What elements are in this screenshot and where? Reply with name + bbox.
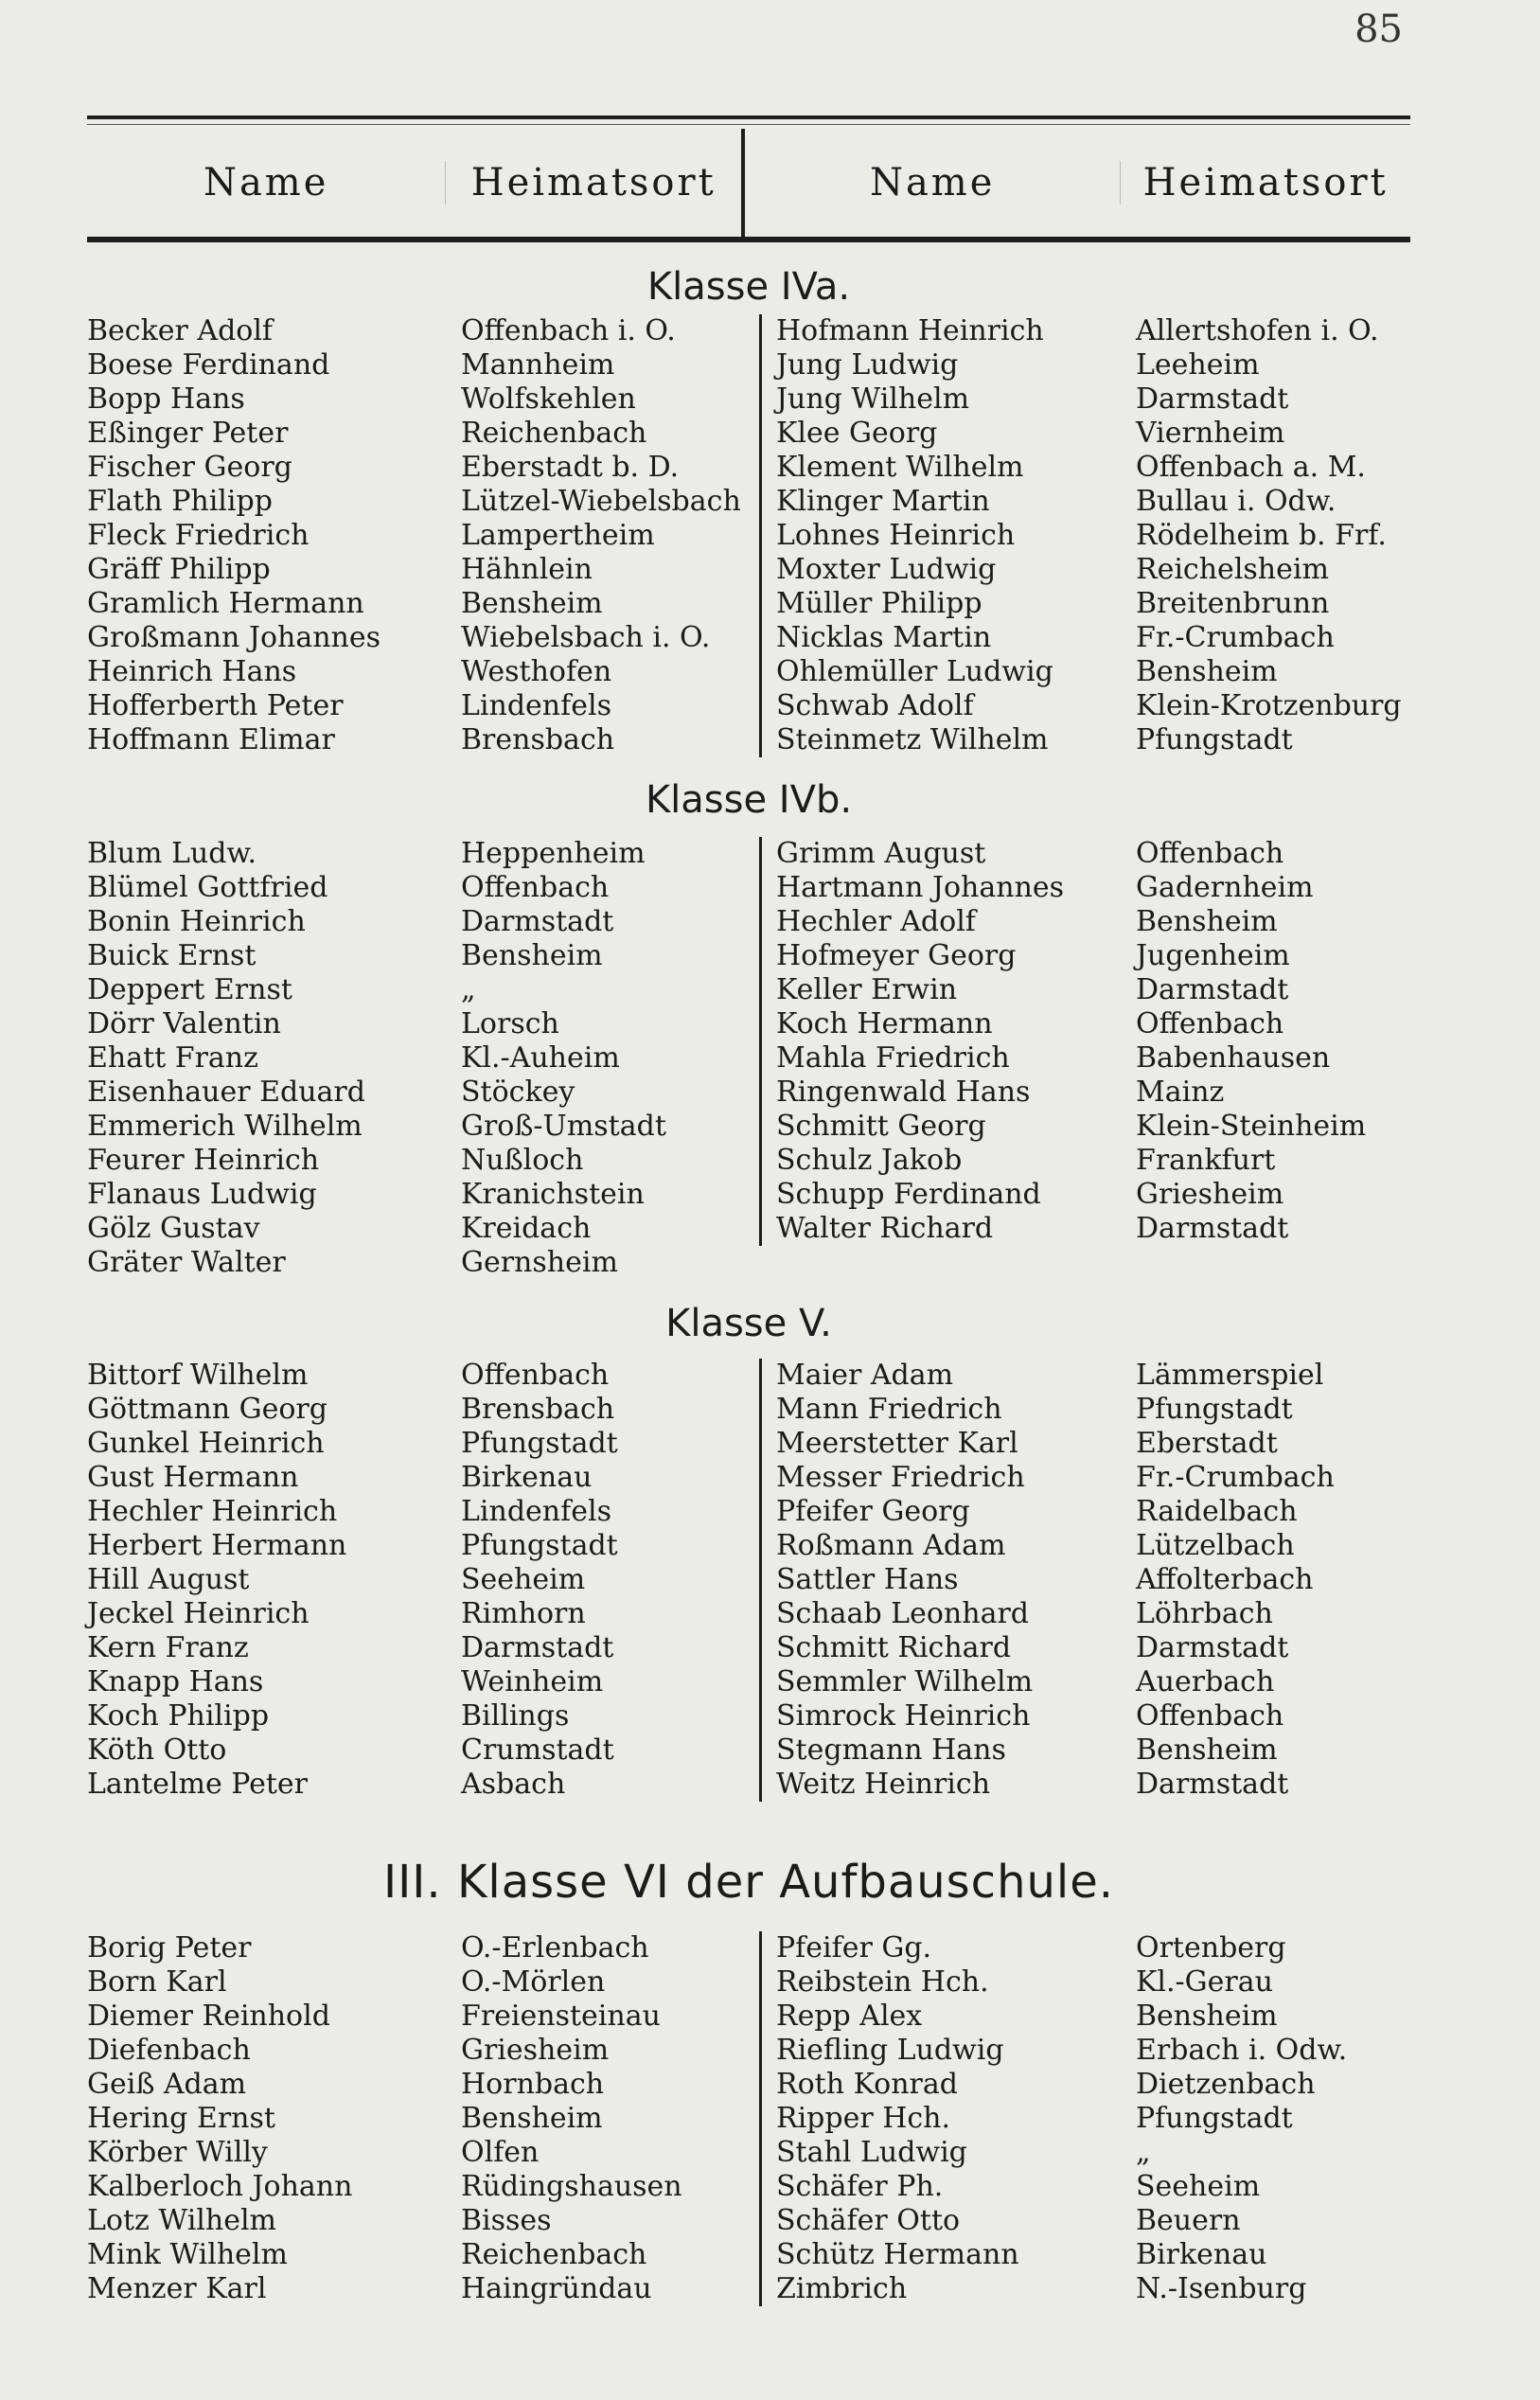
hometown: Jugenheim bbox=[1136, 939, 1290, 972]
hometown: Weinheim bbox=[461, 1665, 604, 1698]
hometown: Pfungstadt bbox=[1136, 2102, 1293, 2135]
student-name: Hill August bbox=[87, 1563, 250, 1596]
student-name: Klinger Martin bbox=[776, 485, 990, 518]
place-column-left bbox=[461, 314, 745, 757]
student-name: Moxter Ludwig bbox=[776, 553, 997, 586]
student-name: Maier Adam bbox=[776, 1359, 954, 1392]
student-name: Blümel Gottfried bbox=[87, 871, 328, 904]
student-name: Koch Philipp bbox=[87, 1699, 270, 1733]
student-name: Mann Friedrich bbox=[776, 1393, 1002, 1426]
column-header-row bbox=[87, 129, 1410, 237]
place-column-right bbox=[1136, 837, 1410, 1246]
student-name: Schäfer Otto bbox=[776, 2204, 961, 2237]
hometown: Lützel-Wiebelsbach bbox=[461, 485, 741, 518]
student-name: Schäfer Ph. bbox=[776, 2170, 944, 2203]
student-name: Herbert Hermann bbox=[87, 1529, 347, 1562]
place-column-right bbox=[1136, 1359, 1410, 1802]
student-name: Simrock Heinrich bbox=[776, 1699, 1031, 1733]
hometown: Bullau i. Odw. bbox=[1136, 485, 1336, 518]
hometown: Fr.-Crumbach bbox=[1136, 621, 1335, 654]
hometown: Erbach i. Odw. bbox=[1136, 2034, 1348, 2067]
name-column-right bbox=[759, 1359, 1136, 1802]
student-name: Keller Erwin bbox=[776, 973, 958, 1006]
hometown: Lindenfels bbox=[461, 689, 611, 722]
student-name: Zimbrich bbox=[776, 2272, 908, 2305]
student-name: Ripper Hch. bbox=[776, 2102, 951, 2135]
hometown: Auerbach bbox=[1136, 1665, 1275, 1698]
student-name: Blum Ludw. bbox=[87, 837, 257, 870]
hometown: Bisses bbox=[461, 2204, 552, 2237]
hometown: O.-Erlenbach bbox=[461, 1931, 649, 1964]
hometown: Offenbach i. O. bbox=[461, 314, 676, 347]
hometown: Birkenau bbox=[1136, 2238, 1267, 2271]
student-name: Schmitt Georg bbox=[776, 1110, 986, 1143]
student-name: Klement Wilhelm bbox=[776, 451, 1024, 484]
student-name: Semmler Wilhelm bbox=[776, 1665, 1034, 1698]
student-name: Messer Friedrich bbox=[776, 1461, 1025, 1494]
student-name: Kern Franz bbox=[87, 1631, 249, 1664]
student-name: Schupp Ferdinand bbox=[776, 1178, 1041, 1211]
student-name: Bopp Hans bbox=[87, 382, 245, 416]
student-name: Köth Otto bbox=[87, 1733, 227, 1767]
hometown: Dietzenbach bbox=[1136, 2068, 1316, 2101]
student-name: Gräff Philipp bbox=[87, 553, 271, 586]
hometown: Bensheim bbox=[461, 587, 603, 620]
student-name: Riefling Ludwig bbox=[776, 2034, 1004, 2067]
hometown: Griesheim bbox=[1136, 1178, 1284, 1211]
student-name: Jung Ludwig bbox=[776, 348, 959, 382]
hometown: Birkenau bbox=[461, 1461, 593, 1494]
hometown: Lützelbach bbox=[1136, 1529, 1295, 1562]
student-name: Jung Wilhelm bbox=[776, 382, 970, 416]
student-name: Weitz Heinrich bbox=[776, 1768, 991, 1801]
student-name: Gramlich Hermann bbox=[87, 587, 364, 620]
hometown: Kreidach bbox=[461, 1212, 592, 1245]
hometown: Darmstadt bbox=[1136, 382, 1289, 416]
student-name: Meerstetter Karl bbox=[776, 1427, 1018, 1460]
student-name: Schulz Jakob bbox=[776, 1144, 963, 1177]
hometown: Ortenberg bbox=[1136, 1931, 1286, 1964]
header-name-left: Name bbox=[203, 161, 329, 204]
student-name: Gräter Walter bbox=[87, 1246, 286, 1279]
hometown: Reichenbach bbox=[461, 417, 647, 450]
student-name: Pfeifer Gg. bbox=[776, 1931, 932, 1964]
student-name: Diefenbach bbox=[87, 2034, 251, 2067]
student-name: Lohnes Heinrich bbox=[776, 519, 1016, 552]
hometown: Kranichstein bbox=[461, 1178, 645, 1211]
hometown: Lampertheim bbox=[461, 519, 655, 552]
hometown: Mainz bbox=[1136, 1076, 1225, 1109]
header-place-right: Heimatsort bbox=[1120, 161, 1410, 204]
section-heading: Klasse IVb. bbox=[645, 778, 853, 822]
name-column-right bbox=[759, 1931, 1136, 2306]
student-name: Hoffmann Elimar bbox=[87, 723, 335, 756]
hometown: N.-Isenburg bbox=[1136, 2272, 1307, 2305]
student-name: Born Karl bbox=[87, 1965, 227, 1999]
student-name: Repp Alex bbox=[776, 2000, 923, 2033]
place-column-right bbox=[1136, 1931, 1410, 2306]
student-name: Bittorf Wilhelm bbox=[87, 1359, 309, 1392]
student-name: Stegmann Hans bbox=[776, 1733, 1006, 1767]
hometown: Rödelheim b. Frf. bbox=[1136, 519, 1387, 552]
hometown: Eberstadt b. D. bbox=[461, 451, 680, 484]
name-column-right bbox=[759, 314, 1136, 757]
student-name: Hechler Heinrich bbox=[87, 1495, 338, 1528]
hometown: Offenbach a. M. bbox=[1136, 451, 1366, 484]
hometown: Offenbach bbox=[461, 1359, 610, 1392]
student-name: Schaab Leonhard bbox=[776, 1597, 1029, 1630]
name-column-left bbox=[87, 314, 447, 757]
hometown: Hornbach bbox=[461, 2068, 605, 2101]
hometown: Hähnlein bbox=[461, 553, 593, 586]
student-name: Hofmeyer Georg bbox=[776, 939, 1017, 972]
student-name: Becker Adolf bbox=[87, 314, 274, 347]
student-name: Mink Wilhelm bbox=[87, 2238, 288, 2271]
hometown: Griesheim bbox=[461, 2034, 610, 2067]
hometown: „ bbox=[461, 973, 476, 1006]
hometown: Darmstadt bbox=[461, 1631, 614, 1664]
hometown: Heppenheim bbox=[461, 837, 646, 870]
student-name: Heinrich Hans bbox=[87, 655, 297, 688]
student-name: Klee Georg bbox=[776, 417, 938, 450]
hometown: Darmstadt bbox=[1136, 1631, 1289, 1664]
header-name-right: Name bbox=[741, 129, 1120, 237]
hometown: Löhrbach bbox=[1136, 1597, 1273, 1630]
student-name: Knapp Hans bbox=[87, 1665, 264, 1698]
hometown: Reichelsheim bbox=[1136, 553, 1329, 586]
hometown: Breitenbrunn bbox=[1136, 587, 1330, 620]
student-name: Borig Peter bbox=[87, 1931, 252, 1964]
hometown: Gadernheim bbox=[1136, 871, 1314, 904]
student-name: Deppert Ernst bbox=[87, 973, 292, 1006]
hometown: Bensheim bbox=[461, 2102, 603, 2135]
student-name: Mahla Friedrich bbox=[776, 1041, 1010, 1075]
student-name: Sattler Hans bbox=[776, 1563, 959, 1596]
hometown: Bensheim bbox=[1136, 655, 1278, 688]
student-name: Reibstein Hch. bbox=[776, 1965, 989, 1999]
hometown: Offenbach bbox=[1136, 1699, 1284, 1733]
hometown: Kl.-Auheim bbox=[461, 1041, 620, 1075]
student-name: Koch Hermann bbox=[776, 1007, 993, 1040]
hometown: Pfungstadt bbox=[1136, 723, 1293, 756]
hometown: Seeheim bbox=[461, 1563, 586, 1596]
hometown: Gernsheim bbox=[461, 1246, 618, 1279]
student-name: Menzer Karl bbox=[87, 2272, 267, 2305]
hometown: Asbach bbox=[461, 1768, 566, 1801]
student-name: Jeckel Heinrich bbox=[87, 1597, 310, 1630]
student-name: Ringenwald Hans bbox=[776, 1076, 1031, 1109]
hometown: Seeheim bbox=[1136, 2170, 1261, 2203]
student-name: Bonin Heinrich bbox=[87, 905, 306, 938]
hometown: Wiebelsbach i. O. bbox=[461, 621, 711, 654]
place-column-left bbox=[461, 1931, 745, 2306]
student-name: Feurer Heinrich bbox=[87, 1144, 320, 1177]
hometown: Offenbach bbox=[1136, 1007, 1284, 1040]
student-name: Boese Ferdinand bbox=[87, 348, 330, 382]
hometown: Klein-Krotzenburg bbox=[1136, 689, 1402, 722]
name-column-left bbox=[87, 1359, 447, 1802]
header-place-left: Heimatsort bbox=[445, 161, 741, 204]
hometown: Bensheim bbox=[461, 939, 603, 972]
student-name: Müller Philipp bbox=[776, 587, 982, 620]
hometown: Bensheim bbox=[1136, 905, 1278, 938]
student-name: Körber Willy bbox=[87, 2136, 268, 2169]
hometown: Fr.-Crumbach bbox=[1136, 1461, 1335, 1494]
student-name: Schmitt Richard bbox=[776, 1631, 1012, 1664]
name-column-left bbox=[87, 837, 447, 1280]
student-name: Gust Hermann bbox=[87, 1461, 299, 1494]
hometown: Bensheim bbox=[1136, 1733, 1278, 1767]
header-bottom-rule bbox=[87, 237, 1410, 242]
header-top-rule bbox=[87, 116, 1410, 119]
student-name: Steinmetz Wilhelm bbox=[776, 723, 1049, 756]
hometown: Lämmerspiel bbox=[1136, 1359, 1324, 1392]
hometown: Groß-Umstadt bbox=[461, 1110, 666, 1143]
section-heading: Klasse IVa. bbox=[646, 265, 851, 309]
student-name: Ohlemüller Ludwig bbox=[776, 655, 1053, 688]
section-heading: Klasse V. bbox=[665, 1302, 832, 1345]
hometown: Viernheim bbox=[1136, 417, 1285, 450]
student-name: Grimm August bbox=[776, 837, 986, 870]
hometown: Affolterbach bbox=[1136, 1563, 1314, 1596]
section-heading: III. Klasse VI der Aufbauschule. bbox=[382, 1856, 1115, 1909]
student-name: Hofferberth Peter bbox=[87, 689, 344, 722]
hometown: Bensheim bbox=[1136, 2000, 1278, 2033]
student-name: Walter Richard bbox=[776, 1212, 994, 1245]
student-name: Lantelme Peter bbox=[87, 1768, 309, 1801]
student-name: Fleck Friedrich bbox=[87, 519, 310, 552]
student-name: Hartmann Johannes bbox=[776, 871, 1065, 904]
student-name: Stahl Ludwig bbox=[776, 2136, 967, 2169]
hometown: Westhofen bbox=[461, 655, 612, 688]
hometown: Mannheim bbox=[461, 348, 615, 382]
student-name: Schwab Adolf bbox=[776, 689, 974, 722]
hometown: Crumstadt bbox=[461, 1733, 614, 1767]
hometown: Offenbach bbox=[461, 871, 610, 904]
hometown: „ bbox=[1136, 2136, 1151, 2169]
hometown: Beuern bbox=[1136, 2204, 1241, 2237]
hometown: Kl.-Gerau bbox=[1136, 1965, 1273, 1999]
student-name: Hechler Adolf bbox=[776, 905, 976, 938]
hometown: Darmstadt bbox=[1136, 973, 1289, 1006]
hometown: Reichenbach bbox=[461, 2238, 647, 2271]
hometown: Brensbach bbox=[461, 723, 615, 756]
student-name: Roßmann Adam bbox=[776, 1529, 1006, 1562]
place-column-left bbox=[461, 837, 745, 1280]
hometown: Allertshofen i. O. bbox=[1136, 314, 1379, 347]
hometown: Lindenfels bbox=[461, 1495, 611, 1528]
hometown: Wolfskehlen bbox=[461, 382, 636, 416]
hometown: Nußloch bbox=[461, 1144, 584, 1177]
student-name: Kalberloch Johann bbox=[87, 2170, 353, 2203]
student-name: Emmerich Wilhelm bbox=[87, 1110, 363, 1143]
hometown: Darmstadt bbox=[1136, 1212, 1289, 1245]
hometown: Eberstadt bbox=[1136, 1427, 1278, 1460]
hometown: O.-Mörlen bbox=[461, 1965, 606, 1999]
place-column-left bbox=[461, 1359, 745, 1802]
student-name: Flanaus Ludwig bbox=[87, 1178, 317, 1211]
student-name: Diemer Reinhold bbox=[87, 2000, 330, 2033]
page-number: 85 bbox=[1354, 8, 1403, 51]
student-name: Eisenhauer Eduard bbox=[87, 1076, 365, 1109]
place-column-right bbox=[1136, 314, 1410, 757]
student-name: Buick Ernst bbox=[87, 939, 257, 972]
hometown: Babenhausen bbox=[1136, 1041, 1331, 1075]
hometown: Raidelbach bbox=[1136, 1495, 1298, 1528]
student-name: Roth Konrad bbox=[776, 2068, 958, 2101]
hometown: Darmstadt bbox=[1136, 1768, 1289, 1801]
student-name: Geiß Adam bbox=[87, 2068, 247, 2101]
hometown: Pfungstadt bbox=[461, 1529, 618, 1562]
student-name: Nicklas Martin bbox=[776, 621, 992, 654]
hometown: Pfungstadt bbox=[461, 1427, 618, 1460]
name-column-right bbox=[759, 837, 1136, 1246]
hometown: Brensbach bbox=[461, 1393, 615, 1426]
hometown: Darmstadt bbox=[461, 905, 614, 938]
student-name: Großmann Johannes bbox=[87, 621, 381, 654]
hometown: Freiensteinau bbox=[461, 2000, 661, 2033]
student-name: Pfeifer Georg bbox=[776, 1495, 970, 1528]
student-name: Eßinger Peter bbox=[87, 417, 289, 450]
student-name: Gölz Gustav bbox=[87, 1212, 260, 1245]
hometown: Billings bbox=[461, 1699, 570, 1733]
student-name: Lotz Wilhelm bbox=[87, 2204, 276, 2237]
student-name: Hering Ernst bbox=[87, 2102, 275, 2135]
hometown: Pfungstadt bbox=[1136, 1393, 1293, 1426]
hometown: Offenbach bbox=[1136, 837, 1284, 870]
student-name: Fischer Georg bbox=[87, 451, 292, 484]
student-name: Gunkel Heinrich bbox=[87, 1427, 325, 1460]
hometown: Leeheim bbox=[1136, 348, 1260, 382]
header-top-thin-rule bbox=[87, 124, 1410, 125]
hometown: Rüdingshausen bbox=[461, 2170, 682, 2203]
student-name: Schütz Hermann bbox=[776, 2238, 1019, 2271]
student-name: Ehatt Franz bbox=[87, 1041, 258, 1075]
student-name: Flath Philipp bbox=[87, 485, 273, 518]
hometown: Frankfurt bbox=[1136, 1144, 1276, 1177]
student-name: Göttmann Georg bbox=[87, 1393, 327, 1426]
name-column-left bbox=[87, 1931, 447, 2306]
hometown: Lorsch bbox=[461, 1007, 559, 1040]
hometown: Olfen bbox=[461, 2136, 540, 2169]
student-name: Dörr Valentin bbox=[87, 1007, 281, 1040]
hometown: Rimhorn bbox=[461, 1597, 586, 1630]
hometown: Haingründau bbox=[461, 2272, 652, 2305]
student-name: Hofmann Heinrich bbox=[776, 314, 1044, 347]
hometown: Klein-Steinheim bbox=[1136, 1110, 1367, 1143]
hometown: Stöckey bbox=[461, 1076, 575, 1109]
